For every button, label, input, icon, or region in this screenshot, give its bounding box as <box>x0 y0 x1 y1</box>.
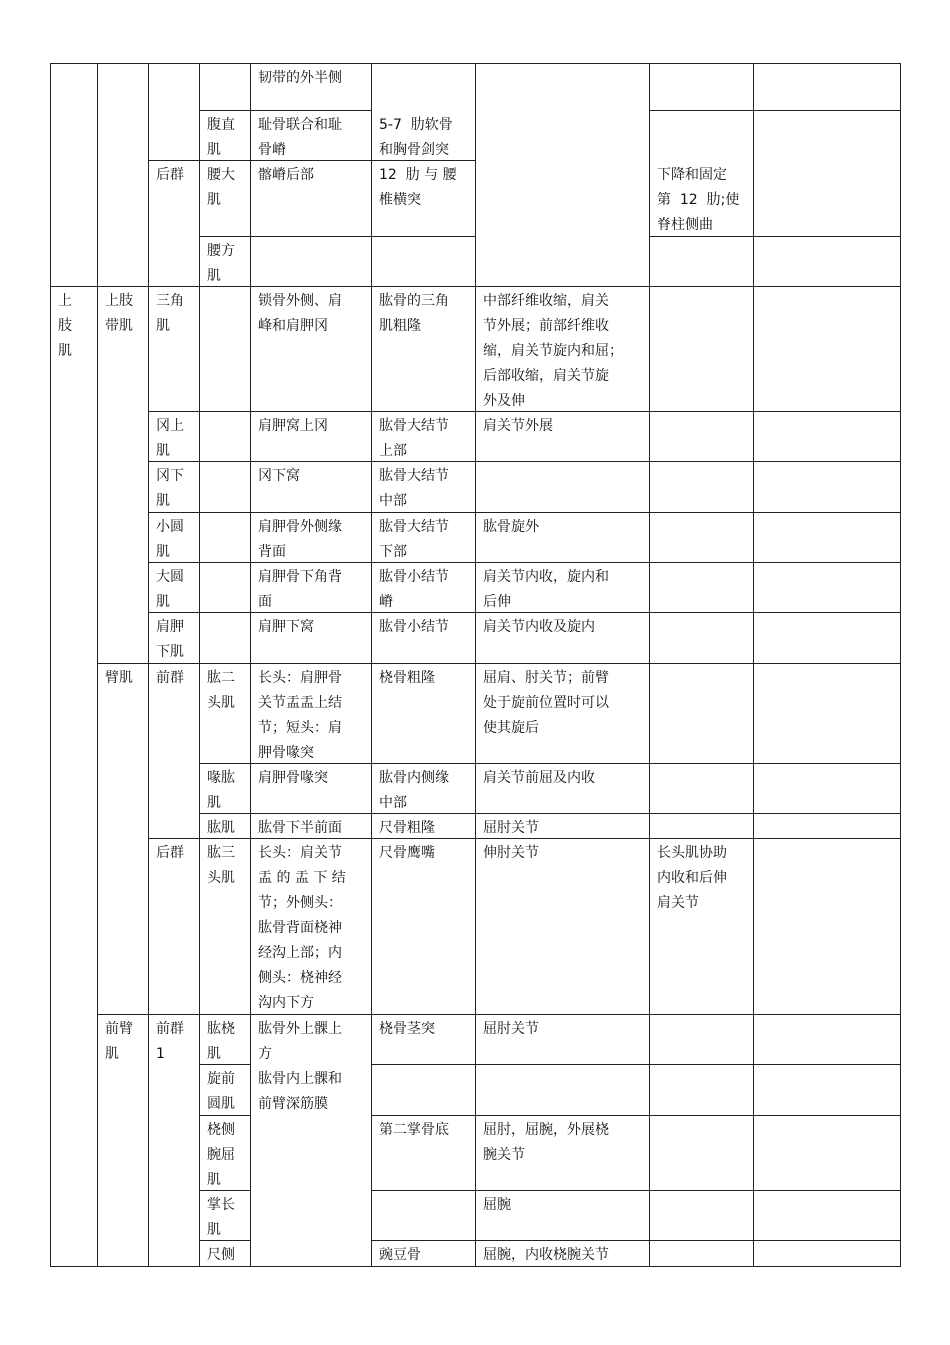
table-cell: 肩胛窝上冈 <box>258 418 328 434</box>
table-cell: 耻骨联合和耻 骨嵴 <box>258 117 342 158</box>
table-cell: 肱骨内侧缘 中部 <box>379 770 449 811</box>
table-cell: 肱骨的三角 肌粗隆 <box>379 293 449 334</box>
table-cell: 长头肌协助 内收和后伸 肩关节 <box>657 845 727 911</box>
table-cell: 旋前 圆肌 <box>207 1071 235 1112</box>
table-cell: 肩胛骨外侧缘 背面 <box>258 519 342 560</box>
table-cell: 掌长 肌 <box>207 1197 235 1238</box>
table-cell: 肱桡 肌 <box>207 1021 235 1062</box>
table-cell: 肩关节内收及旋内 <box>483 619 595 635</box>
table-cell: 腹直 肌 <box>207 117 235 158</box>
table-cell: 肱骨小结节 嵴 <box>379 569 449 610</box>
table-cell: 肱二 头肌 <box>207 670 235 711</box>
table-cell: 髂嵴后部 <box>258 167 314 183</box>
table-cell: 伸肘关节 <box>483 845 539 861</box>
table-cell: 肱骨内上髁和 前臂深筋膜 <box>258 1071 342 1112</box>
table-cell: 尺骨鹰嘴 <box>379 845 435 861</box>
table-cell: 肩关节前屈及内收 <box>483 770 595 786</box>
table-cell: 肩关节外展 <box>483 418 553 434</box>
table-cell: 韧带的外半侧 <box>258 70 342 86</box>
table-cell: 肩胛骨下角背 面 <box>258 569 342 610</box>
table-cell: 前臂 肌 <box>105 1021 133 1062</box>
table-cell: 腰大 肌 <box>207 167 235 208</box>
table-cell: 桡骨茎突 <box>379 1021 435 1037</box>
table-cell: 尺骨粗隆 <box>379 820 435 836</box>
table-cell: 豌豆骨 <box>379 1247 421 1263</box>
table-cell: 上肢 带肌 <box>105 293 133 334</box>
table-cell: 锁骨外侧、肩 峰和肩胛冈 <box>258 293 342 334</box>
table-cell: 桡骨粗隆 <box>379 670 435 686</box>
table-cell: 尺侧 <box>207 1247 235 1263</box>
table-cell: 肱骨大结节 上部 <box>379 418 449 459</box>
table-cell: 小圆 肌 <box>156 519 184 560</box>
table-cell: 喙肱 肌 <box>207 770 235 811</box>
table-cell: 肩胛骨喙突 <box>258 770 328 786</box>
table-cell: 肱骨旋外 <box>483 519 539 535</box>
table-cell: 肱骨大结节 中部 <box>379 468 449 509</box>
table-cell: 肩胛 下肌 <box>156 619 184 660</box>
table-cell: 臂肌 <box>105 670 133 686</box>
table-cell: 前群 1 <box>156 1021 184 1062</box>
table-cell: 冈下窝 <box>258 468 300 484</box>
table-cell: 第二掌骨底 <box>379 1122 449 1138</box>
table-cell: 冈上 肌 <box>156 418 184 459</box>
table-cell: 肩胛下窝 <box>258 619 314 635</box>
table-cell: 屈肩、肘关节；前臂 处于旋前位置时可以 使其旋后 <box>483 670 609 736</box>
table-cell: 5-7 肋软骨 和胸骨剑突 <box>379 117 453 158</box>
table-cell: 上 肢 肌 <box>58 293 72 359</box>
table-cell: 屈肘关节 <box>483 1021 539 1037</box>
table-cell: 长头：肩胛骨 关节盂盂上结 节；短头：肩 胛骨喙突 <box>258 670 342 761</box>
table-cell: 长头：肩关节 盂 的 盂 下 结 节；外侧头： 肱骨背面桡神 经沟上部；内 侧头：桡神经 沟内下方 <box>258 845 346 1011</box>
table-cell: 屈腕，内收桡腕关节 <box>483 1247 609 1263</box>
table-cell: 屈腕 <box>483 1197 511 1213</box>
table-cell: 后群 <box>156 167 184 183</box>
table-cell: 肱骨外上髁上 方 <box>258 1021 342 1062</box>
table-cell: 大圆 肌 <box>156 569 184 610</box>
table-cell: 下降和固定 第 12 肋;使 脊柱侧曲 <box>657 167 740 233</box>
table-cell: 桡侧 腕屈 肌 <box>207 1122 235 1188</box>
table-cell: 肱三 头肌 <box>207 845 235 886</box>
table-cell: 三角 肌 <box>156 293 184 334</box>
table-cell: 中部纤维收缩，肩关 节外展；前部纤维收 缩，肩关节旋内和屈； 后部收缩，肩关节旋 外及伸 <box>483 293 623 409</box>
table-cell: 肩关节内收，旋内和 后伸 <box>483 569 609 610</box>
table-cell: 冈下 肌 <box>156 468 184 509</box>
table-cell: 肱骨下半前面 <box>258 820 342 836</box>
table-cell: 肱肌 <box>207 820 235 836</box>
table-cell: 肱骨小结节 <box>379 619 449 635</box>
table-cell: 屈肘，屈腕，外展桡 腕关节 <box>483 1122 609 1163</box>
table-cell: 后群 <box>156 845 184 861</box>
table-cell: 12 肋 与 腰 椎横突 <box>379 167 457 208</box>
table-cell: 肱骨大结节 下部 <box>379 519 449 560</box>
table-cell: 屈肘关节 <box>483 820 539 836</box>
table-cell: 腰方 肌 <box>207 243 235 284</box>
table-cell: 前群 <box>156 670 184 686</box>
